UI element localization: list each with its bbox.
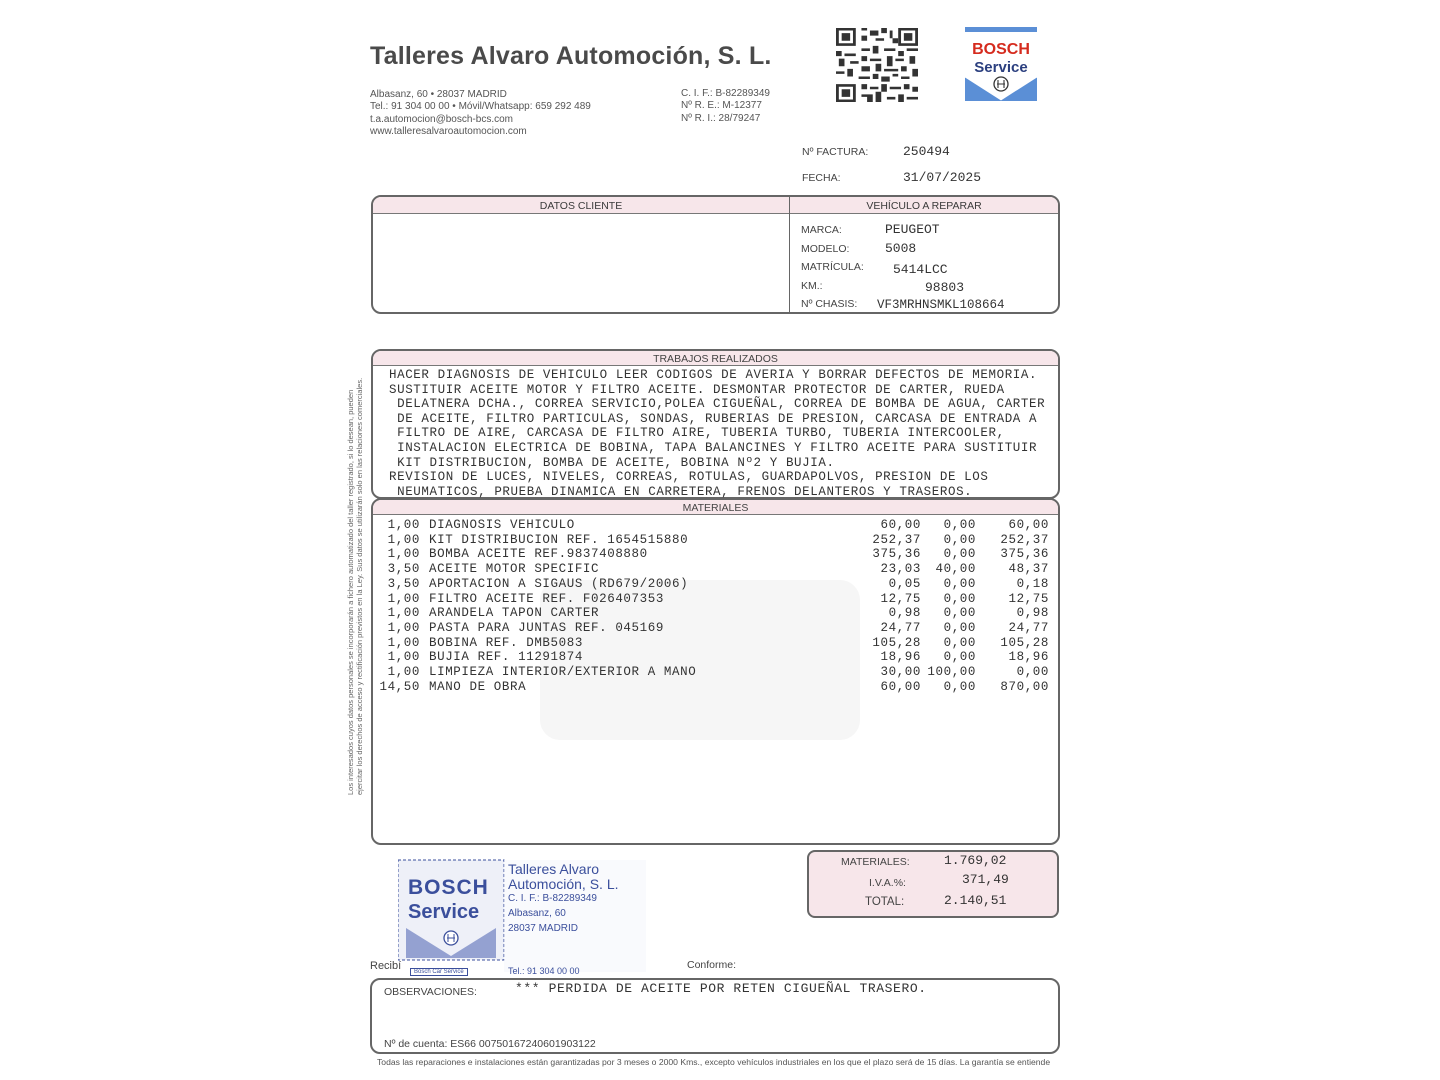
client-vehicle-box [371,195,1060,314]
address-line: Tel.: 91 304 00 00 • Móvil/Whatsapp: 659 292 489 [370,101,591,113]
observations-label: OBSERVACIONES: [384,986,477,998]
vehicle-km-label: KM.: [801,280,823,292]
guarantee-footer: Todas las reparaciones e instalaciones están garantizadas por 3 meses o 2000 Kms., excepto vehículos industriales en los que el plazo será de 15 días. La garantía se entiende [377,1057,1051,1067]
row-unit-price: 18,96 [880,650,921,665]
totals-vat-label: I.V.A.%: [869,877,906,889]
row-unit-price: 30,00 [880,665,921,679]
invoice-date-label: FECHA: [802,172,841,184]
row-discount: 0,00 [943,591,976,606]
row-quantity: 3,50 [387,562,420,577]
stamp-cif: C. I. F.: B-82289349 [508,893,597,904]
table-row [0,636,1100,651]
row-amount: 0,98 [1016,606,1049,621]
row-description: LIMPIEZA INTERIOR/EXTERIOR A MANO [429,665,697,679]
row-discount: 0,00 [943,606,976,621]
invoice-date: 31/07/2025 [903,170,982,185]
company-name: Talleres Alvaro Automoción, S. L. [370,42,772,70]
row-amount: 375,36 [1000,547,1049,562]
row-amount: 24,77 [1008,620,1049,635]
table-row [0,533,1100,548]
logo-service-text: Service [974,59,1028,76]
row-quantity: 1,00 [387,650,420,665]
row-amount: 12,75 [1008,591,1049,606]
row-unit-price: 0,05 [888,576,921,591]
observations-text: *** PERDIDA DE ACEITE POR RETEN CIGUEÑAL TRASERO. [515,981,927,996]
table-row [0,518,1100,533]
row-discount: 0,00 [943,518,976,532]
row-description: DIAGNOSIS VEHICULO [429,518,575,532]
privacy-note-line-1: Los interesados cuyos datos personales se incorporarán a fichero automatizado del taller registrado, si lo desean, pueden [346,389,355,795]
row-unit-price: 105,28 [872,635,921,650]
company-stamp [398,858,650,978]
stamp-tel: Tel.: 91 304 00 00 [508,966,580,976]
row-amount: 870,00 [1000,679,1049,694]
vehicle-section-title: VEHÍCULO A REPARAR [866,200,982,212]
row-amount: 60,00 [1008,518,1049,532]
logo-bosch-text: BOSCH [972,41,1030,58]
vehicle-plate: 5414LCC [893,262,948,277]
vehicle-chassis-label: Nº CHASIS: [801,298,858,310]
account-label: Nº de cuenta: [384,1038,448,1050]
vehicle-chassis: VF3MRHNSMKL108664 [877,298,1005,312]
row-unit-price: 12,75 [880,591,921,606]
row-description: ACEITE MOTOR SPECIFIC [429,562,600,577]
row-unit-price: 252,37 [872,532,921,547]
address-line: t.a.automocion@bosch-bcs.com [370,113,513,125]
table-row [0,665,1100,680]
totals-materials-label: MATERIALES: [841,856,910,868]
row-unit-price: 60,00 [880,518,921,532]
row-description: FILTRO ACEITE REF. F026407353 [429,591,664,606]
row-quantity: 1,00 [387,532,420,547]
table-row [0,562,1100,577]
row-description: ARANDELA TAPON CARTER [429,606,600,621]
row-discount: 0,00 [943,620,976,635]
row-quantity: 1,00 [387,620,420,635]
row-quantity: 14,50 [379,679,420,694]
totals-materials-value: 1.769,02 [944,853,1007,868]
row-quantity: 3,50 [387,576,420,591]
address-line: Albasanz, 60 • 28037 MADRID [370,89,507,100]
registry-line: Nº R. I.: 28/79247 [681,112,761,124]
table-row [0,592,1100,607]
qr-code-icon [836,28,918,102]
company-address [370,89,591,138]
account-row [384,1038,596,1050]
vehicle-brand-label: MARCA: [801,224,842,236]
privacy-note-line-2: ejercitar los derechos de acceso y rectificación previstos en la Ley. Sus datos se utilizarán solo en las relaciones comerciales. [355,377,364,795]
row-discount: 40,00 [935,562,976,577]
vehicle-model-label: MODELO: [801,243,850,255]
row-discount: 0,00 [943,576,976,591]
row-unit-price: 0,98 [888,606,921,621]
vehicle-plate-label: MATRÍCULA: [801,261,864,273]
row-unit-price: 24,77 [880,620,921,635]
stamp-street: Albasanz, 60 [508,908,566,919]
row-discount: 0,00 [943,650,976,665]
stamp-name-2: Automoción, S. L. [508,876,619,892]
materials-section-title: MATERIALES [373,500,1058,515]
stamp-city: 28037 MADRID [508,923,579,934]
row-amount: 0,00 [1016,665,1049,679]
row-amount: 105,28 [1000,635,1049,650]
materials-table [0,518,1100,698]
invoice-number-label: Nº FACTURA: [802,146,869,158]
works-description: HACER DIAGNOSIS DE VEHICULO LEER CODIGOS DE AVERIA Y BORRAR DEFECTOS DE MEMORIA. SUSTITUIR ACEITE MOTOR Y FILTRO ACEITE. DESMONTAR PROTECTOR DE CARTER, RUEDA DELATNERA DCHA., CORREA SERVICIO,POLEA CIGUEÑAL, CORREA DE BOMBA DE AGUA, CARTER DE ACEITE, FILTRO PARTICULAS, SONDAS, RUBERIAS DE PRESION, CARCASA DE ENTRADA A FILTRO DE AIRE, CARCASA DE FILTRO AIRE, TUBERIA TURBO, TUBERIA INTERCOOLER, INSTALACION ELECTRICA DE BOBINA, TAPA BALANCINES Y FILTRO ACEITE PARA SUSTITUIR KIT DISTRIBUCION, BOMBA DE ACEITE, BOBINA Nº2 Y BUJIA. REVISION DE LUCES, NIVELES, CORREAS, ROTULAS, GUARDAPOLVOS, PRESION DE LOS NEUMATICOS, PRUEBA DINAMICA EN CARRETERA, FRENOS DELANTEROS Y TRASEROS. [389,368,1046,499]
row-description: BUJIA REF. 11291874 [429,650,583,665]
row-discount: 0,00 [943,547,976,562]
table-row [0,577,1100,592]
table-row [0,547,1100,562]
stamp-brand-2: Service [408,901,480,923]
invoice-number: 250494 [903,144,950,159]
works-section-title: TRABAJOS REALIZADOS [373,351,1058,366]
totals-vat-value: 371,49 [962,872,1009,887]
vehicle-model: 5008 [885,241,917,256]
row-discount: 100,00 [927,665,976,679]
row-amount: 252,37 [1000,532,1049,547]
bosch-service-logo [965,27,1037,101]
row-discount: 0,00 [943,679,976,694]
row-description: KIT DISTRIBUCION REF. 1654515880 [429,532,689,547]
address-line: www.talleresalvaroautomocion.com [370,125,527,137]
row-quantity: 1,00 [387,635,420,650]
row-discount: 0,00 [943,532,976,547]
table-row [0,621,1100,636]
registry-line: C. I. F.: B-82289349 [681,88,770,99]
totals-total-label: TOTAL: [865,896,905,908]
stamp-brand-1: BOSCH [408,876,489,899]
totals-total-value: 2.140,51 [944,893,1007,908]
table-row [0,606,1100,621]
row-amount: 48,37 [1008,562,1049,577]
row-description: BOMBA ACEITE REF.9837408880 [429,547,648,562]
vehicle-km: 98803 [925,280,965,295]
client-section-title: DATOS CLIENTE [539,200,623,212]
row-quantity: 1,00 [387,606,420,621]
row-quantity: 1,00 [387,665,420,679]
stamp-small-text: Bosch Car Service [410,968,468,976]
row-quantity: 1,00 [387,591,420,606]
row-unit-price: 375,36 [872,547,921,562]
company-registry [681,88,770,125]
row-quantity: 1,00 [387,518,420,532]
row-amount: 18,96 [1008,650,1049,665]
received-label: Recibí [370,960,402,972]
table-row [0,680,1100,695]
row-quantity: 1,00 [387,547,420,562]
row-description: MANO DE OBRA [429,679,527,694]
table-row [0,650,1100,665]
row-unit-price: 23,03 [880,562,921,577]
row-description: BOBINA REF. DMB5083 [429,635,583,650]
agreed-label: Conforme: [687,959,737,971]
vehicle-brand: PEUGEOT [885,222,940,237]
stamp-name-1: Talleres Alvaro [508,861,600,877]
account-number: ES66 00750167240601903122 [450,1038,596,1050]
row-discount: 0,00 [943,635,976,650]
row-unit-price: 60,00 [880,679,921,694]
row-description: APORTACION A SIGAUS (RD679/2006) [429,576,689,591]
registry-line: Nº R. E.: M-12377 [681,100,762,112]
row-amount: 0,18 [1016,576,1049,591]
row-description: PASTA PARA JUNTAS REF. 045169 [429,620,664,635]
divider [789,197,790,312]
